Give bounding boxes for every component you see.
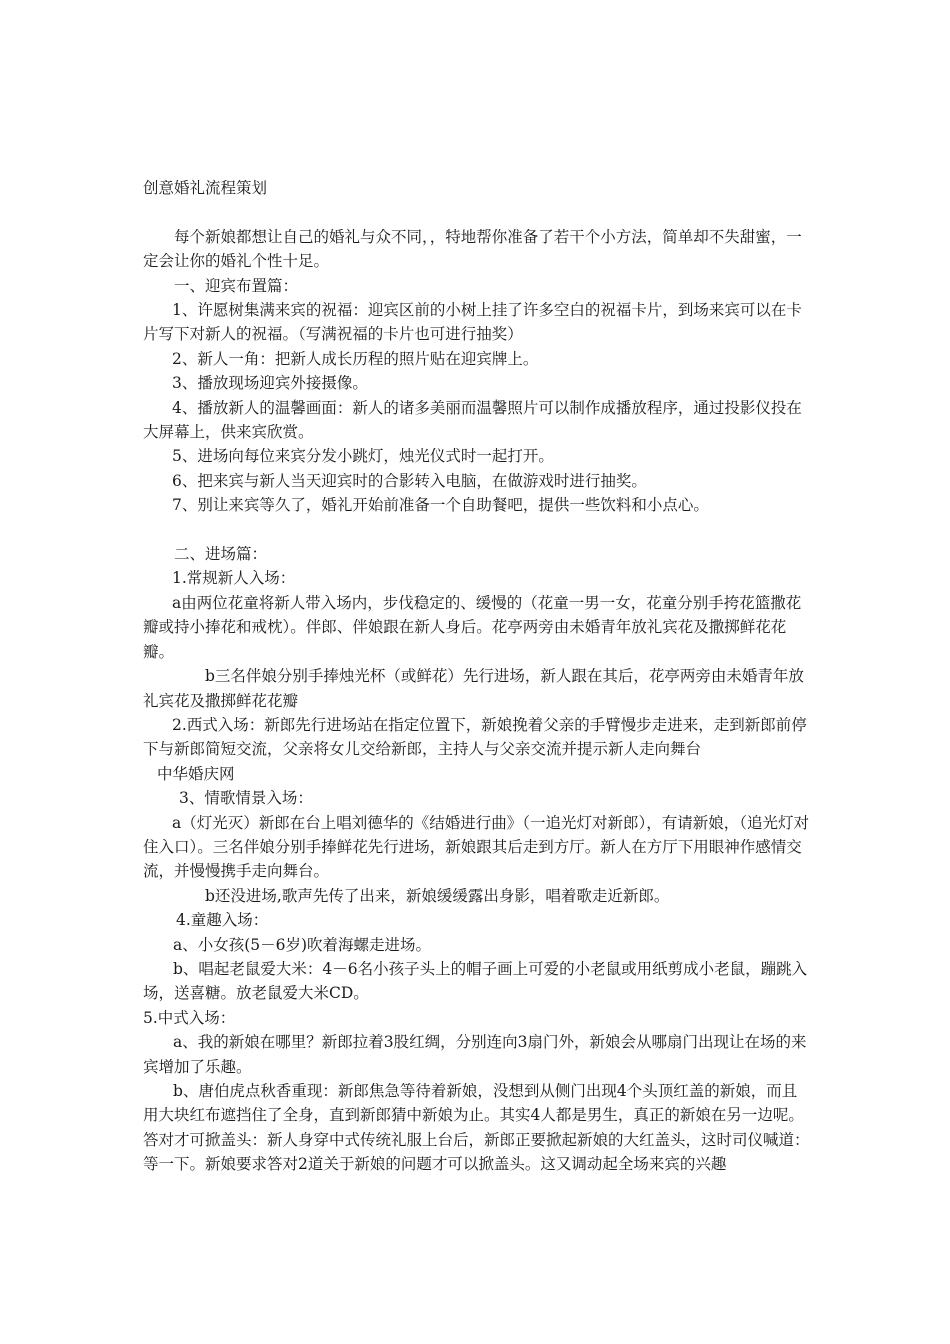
- entrance-5-title: 5.中式入场：: [143, 1008, 236, 1027]
- entrance-1-a: a由两位花童将新人带入场内，步伐稳定的、缓慢的（花童一男一女，花童分别手挎花篮撒花瓣或持小捧花和戒枕）。伴郎、伴娘跟在新人身后。花亭两旁由未婚青年放礼宾花及撒掷鲜花花瓣。: [143, 593, 802, 661]
- section1-item-7: 7、别让来宾等久了，婚礼开始前准备一个自助餐吧，提供一些饮料和小点心。: [172, 496, 709, 515]
- entrance-4-a: a、小女孩(5－6岁)吹着海螺走进场。: [173, 935, 432, 954]
- section1-item-4: 4、播放新人的温馨画面：新人的诸多美丽而温馨照片可以制作成播放程序，通过投影仪投在大屏幕上，供来宾欣赏。: [143, 398, 802, 442]
- entrance-1-b: b三名伴娘分别手捧烛光杯（或鲜花）先行进场，新人跟在其后，花亭两旁由未婚青年放礼宾花及撒掷鲜花花瓣: [143, 667, 804, 710]
- entrance-4-title: 4.童趣入场：: [176, 911, 269, 930]
- section1-item-1: 1、许愿树集满来宾的祝福：迎宾区前的小树上挂了许多空白的祝福卡片，到场来宾可以在卡片写下对新人的祝福。（写满祝福的卡片也可进行抽奖）: [143, 301, 802, 344]
- section2-heading: 二、进场篇：: [174, 545, 268, 564]
- section1-item-6: 6、把来宾与新人当天迎宾时的合影转入电脑，在做游戏时进行抽奖。: [172, 471, 647, 490]
- entrance-5-a: a、我的新娘在哪里？新郎拉着3股红绸，分别连向3扇门外，新娘会从哪扇门出现让在场的来宾增加了乐趣。: [143, 1033, 807, 1076]
- entrance-1-title: 1.常规新人入场：: [172, 569, 296, 588]
- intro-paragraph: 每个新娘都想让自己的婚礼与众不同，，特地帮你准备了若干个小方法，简单却不失甜蜜，一定会让你的婚礼个性十足。: [143, 227, 802, 271]
- entrance-3-a: a（灯光灭）新郎在台上唱刘德华的《结婚进行曲》（一追光灯对新郎），有请新娘，（追光灯对住入口）。三名伴娘分别手捧鲜花先行进场，新娘跟其后走到方厅。新人在方厅下用眼神作感情交流，并慢慢携手走向舞台。: [143, 813, 809, 881]
- document-title: 创意婚礼流程策划: [143, 179, 268, 197]
- section1-item-5: 5、进场向每位来宾分发小跳灯，烛光仪式时一起打开。: [172, 447, 554, 466]
- entrance-3-b: b还没进场,歌声先传了出来，新娘缓缓露出身影，唱着歌走近新郎。: [205, 886, 670, 905]
- entrance-2-source: 中华婚庆网: [157, 764, 235, 783]
- section1-item-2: 2、新人一角：把新人成长历程的照片贴在迎宾牌上。: [172, 349, 539, 368]
- entrance-4-b: b、唱起老鼠爱大米：4－6名小孩子头上的帽子画上可爱的小老鼠或用纸剪成小老鼠，蹦跳入场，送喜糖。放老鼠爱大米CD。: [143, 959, 808, 1003]
- document-body: [143, 176, 810, 1177]
- section1-item-3: 3、播放现场迎宾外接摄像。: [172, 374, 368, 393]
- entrance-2: 2.西式入场：新郎先行进场站在指定位置下，新娘挽着父亲的手臂慢步走进来，走到新郎前停下与新郎简短交流，父亲将女儿交给新郎，主持人与父亲交流并提示新人走向舞台: [143, 715, 807, 759]
- blank-line: [143, 518, 810, 542]
- entrance-3-title: 3、情歌情景入场：: [179, 789, 313, 808]
- entrance-5-b: b、唐伯虎点秋香重现：新郎焦急等待着新娘，没想到从侧门出现4个头顶红盖的新娘，而且用大块红布遮挡住了全身，直到新郎猜中新娘为止。其实4人都是男生，真正的新娘在另一边呢。答对才可掀盖头：新人身穿中式传统礼服上台后，新郎正要掀起新娘的大红盖头，这时司仪喊道：等一下。新娘要求答对2道关于新娘的问题才可以掀盖头。这又调动起全场来宾的兴趣: [143, 1082, 810, 1174]
- section1-heading: 一、迎宾布置篇：: [174, 276, 299, 295]
